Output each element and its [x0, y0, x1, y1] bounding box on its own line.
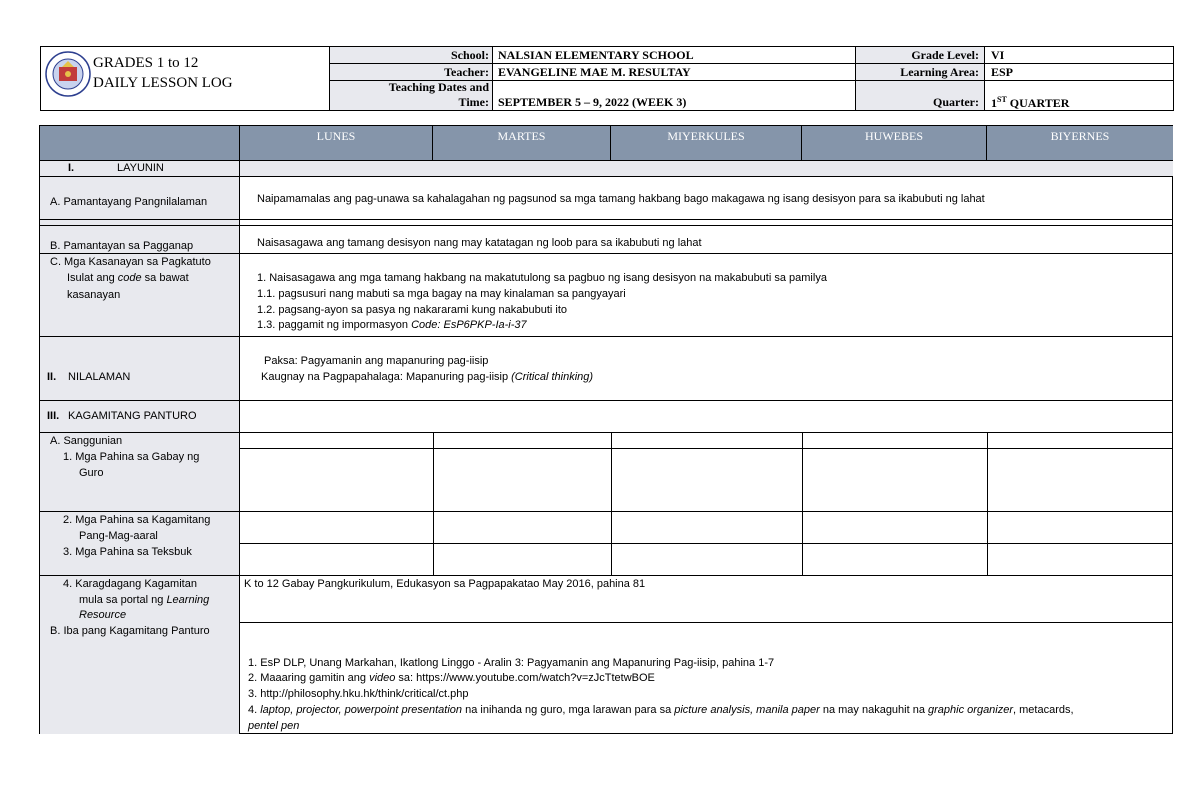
s2-label-1: 2. Mga Pahina sa Kagamitang — [63, 514, 211, 526]
s4-label-2a: mula sa portal ng — [79, 594, 167, 606]
ib-label: B. Iba pang Kagamitang Panturo — [50, 625, 210, 637]
s4-label-3i: Resource — [79, 609, 127, 621]
col-div-1 — [433, 432, 434, 575]
teacher-value: EVANGELINE MAE M. RESULTAY — [498, 65, 691, 79]
row-ii-text-1: Paksa: Pagyamanin ang mapanuring pag-iisip — [264, 355, 489, 367]
row-sang-border — [40, 432, 1173, 433]
area-label: Learning Area: — [900, 65, 979, 79]
ib-text-4e: na may nakaguhit na — [819, 704, 929, 716]
row-s3-border — [40, 575, 1173, 576]
row-c-label-3: kasanayan — [67, 289, 121, 301]
school-label: School: — [450, 48, 489, 62]
ii-text-2a: Kaugnay na Pagpapahalaga: Mapanuring pag-iisip — [261, 371, 512, 383]
s4-label-3 — [79, 608, 126, 623]
quarter-num: 1 — [991, 96, 997, 110]
s1-label-1: 1. Mga Pahina sa Gabay ng — [63, 451, 200, 463]
row-c-text-4 — [257, 318, 527, 333]
quarter-sup: ST — [997, 95, 1007, 104]
row-iii-num: III. — [47, 410, 60, 422]
row-b-label: B. Pamantayan sa Pagganap — [50, 240, 194, 252]
row-sang-sub-border — [240, 448, 1173, 449]
row-c-text-1: 1. Naisasagawa ang mga tamang hakbang na makatutulong sa pagbuo ng isang desisyon na makabubuti sa pamilya — [257, 272, 827, 284]
ib-text-4 — [248, 703, 1074, 718]
day-label: MIYERKULES — [667, 129, 745, 143]
day-header-martes — [433, 126, 611, 160]
ib-text-5 — [248, 719, 299, 734]
ib-text-4c: na inihanda ng guro, mga larawan para sa — [462, 704, 675, 716]
ib-text-2c: sa: https://www.youtube.com/watch?v=zJcTtetwBOE — [395, 672, 655, 684]
c-label-2a: Isulat ang — [67, 272, 118, 284]
day-label: BIYERNES — [1050, 129, 1110, 143]
ib-text-2a: 2. Maaaring gamitin ang — [248, 672, 370, 684]
row-a-label: A. Pamantayang Pangnilalaman — [50, 196, 208, 208]
row-ii-num: II. — [47, 371, 57, 383]
col-div-3 — [802, 432, 803, 575]
c-label-2c: sa bawat — [141, 272, 189, 284]
quarter-word: QUARTER — [1006, 96, 1070, 110]
row-b-text: Naisasagawa ang tamang desisyon nang may katatagan ng loob para sa ikabubuti ng lahat — [257, 237, 702, 249]
s4-label-2i: Learning — [166, 594, 210, 606]
row-a-border — [40, 176, 1173, 177]
day-header-lunes — [240, 126, 433, 160]
row-c-label-1: C. Mga Kasanayan sa Pagkatuto — [50, 256, 211, 268]
ib-text-4d: picture analysis, manila paper — [674, 704, 820, 716]
ii-text-2b: (Critical thinking) — [511, 371, 594, 383]
row-ii-border — [40, 336, 1173, 337]
dates-label-2: Time: — [458, 95, 489, 109]
row-iii-border — [40, 400, 1173, 401]
s3-label: 3. Mga Pahina sa Teksbuk — [63, 546, 192, 558]
row-c-label-2 — [67, 271, 189, 286]
layunin-fill — [240, 161, 1173, 177]
col-div-4 — [987, 432, 988, 575]
dates-value: SEPTEMBER 5 – 9, 2022 (WEEK 3) — [498, 95, 687, 109]
day-label: LUNES — [316, 129, 356, 143]
row-iii-label: KAGAMITANG PANTURO — [68, 410, 197, 422]
s2-label-2: Pang-Mag-aaral — [79, 530, 158, 542]
row-s1-border — [40, 511, 1173, 512]
dates-label-1: Teaching Dates and — [388, 80, 489, 94]
day-header-miyerkules — [611, 126, 802, 160]
c-label-2b: code — [117, 272, 142, 284]
ib-text-2b: video — [369, 672, 396, 684]
teacher-label: Teacher: — [444, 65, 489, 79]
grade-label: Grade Level: — [911, 48, 979, 62]
grade-value: VI — [991, 48, 1005, 62]
day-label: MARTES — [497, 129, 546, 143]
row-c-text-3: 1.2. pagsang-ayon sa pasya ng nakararami kung nakabubuti ito — [257, 304, 568, 316]
sang-label: A. Sanggunian — [50, 435, 123, 447]
ib-text-3: 3. http://philosophy.hku.hk/think/critical/ct.php — [248, 688, 469, 700]
ib-text-4f: graphic organizer — [928, 704, 1014, 716]
row-layunin — [40, 160, 1173, 177]
layunin-num: I. — [68, 162, 75, 174]
row-ii-label: NILALAMAN — [68, 371, 131, 383]
ib-text-4a: 4. — [248, 704, 261, 716]
row-b-border — [40, 219, 1173, 220]
c-text-4b: Code: EsP6PKP-Ia-i-37 — [411, 319, 527, 331]
col-div-2 — [611, 432, 612, 575]
s4-label-2 — [79, 593, 209, 608]
s4-label-1: 4. Karagdagang Kagamitan — [63, 578, 197, 590]
day-header-biyernes — [987, 126, 1173, 160]
header-row-blank — [40, 126, 240, 160]
c-text-4a: 1.3. paggamit ng impormasyon — [257, 319, 412, 331]
school-value: NALSIAN ELEMENTARY SCHOOL — [498, 48, 694, 62]
ib-text-4b: laptop, projector, powerpoint presentation — [260, 704, 463, 716]
row-c-border — [40, 253, 1173, 254]
grade-value-cell — [984, 46, 1174, 64]
ib-text-4g: , metacards, — [1013, 704, 1074, 716]
s4-text: K to 12 Gabay Pangkurikulum, Edukasyon sa Pagpapakatao May 2016, pahina 81 — [244, 578, 646, 590]
row-ib-border — [240, 622, 1173, 623]
layunin-label: LAYUNIN — [117, 162, 164, 174]
row-c-text-2: 1.1. pagsusuri nang mabuti sa mga bagay na may kinalaman sa pangyayari — [257, 288, 626, 300]
row-ii-text-2 — [261, 370, 593, 385]
row-a-text: Naipamamalas ang pag-unawa sa kahalagahan ng pagsunod sa mga tamang hakbang bago makagawa ng isang desisyon para sa ikabubuti ng lahat — [257, 193, 985, 205]
area-value: ESP — [991, 65, 1014, 79]
ib-text-5i: pentel pen — [248, 720, 300, 732]
ib-text-1: 1. EsP DLP, Unang Markahan, Ikatlong Linggo - Aralin 3: Pagyamanin ang Mapanuring Pag-iisip, pahina 1-7 — [248, 657, 775, 669]
quarter-value — [991, 95, 1069, 111]
header-title-line2: DAILY LESSON LOG — [93, 75, 233, 91]
row-b-border-2 — [40, 225, 1173, 226]
ib-text-2 — [248, 671, 655, 686]
s1-label-2: Guro — [79, 467, 104, 479]
day-label: HUWEBES — [865, 129, 923, 143]
day-header-huwebes — [802, 126, 987, 160]
row-s2-border — [240, 543, 1173, 544]
quarter-label: Quarter: — [933, 95, 979, 109]
header-title-line1: GRADES 1 to 12 — [93, 55, 199, 71]
deped-seal-icon — [45, 51, 91, 97]
